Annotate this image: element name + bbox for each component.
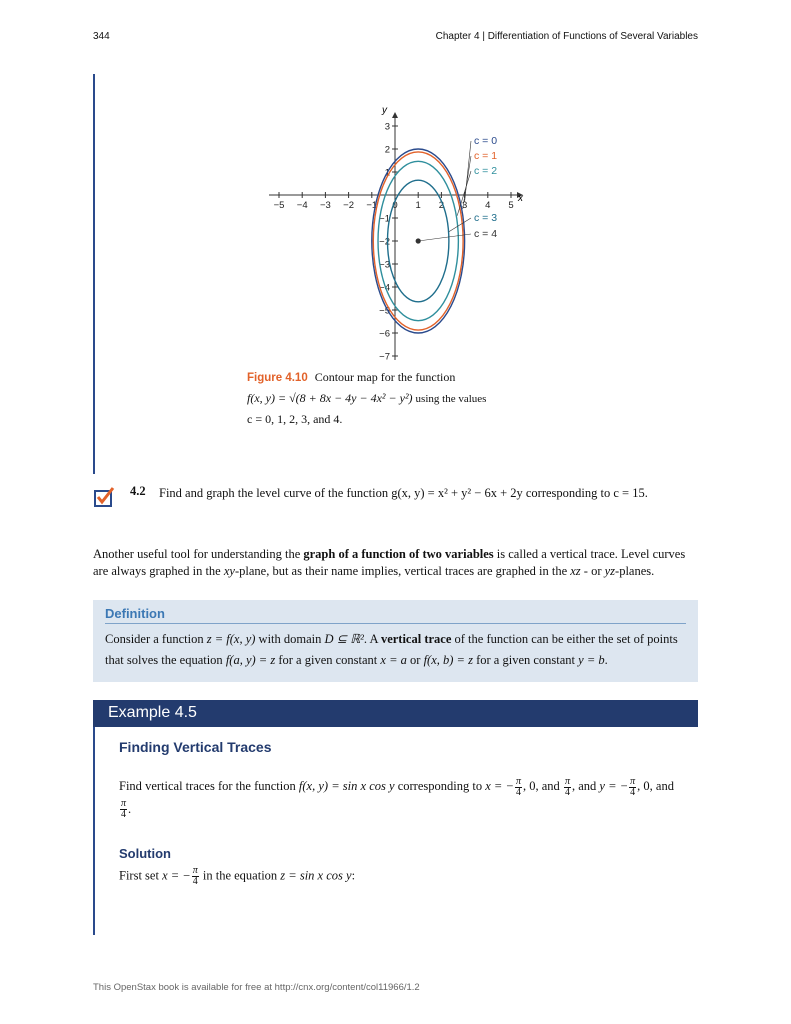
contour-label: c = 4: [474, 228, 498, 240]
y-axis-label: y: [382, 105, 387, 116]
definition-divider: [105, 623, 686, 624]
para-math: yz: [604, 564, 616, 578]
leader-line: [465, 141, 471, 202]
fraction: $\frac{\pi}{4}$: [630, 775, 636, 798]
y-tick-label: 3: [384, 121, 390, 133]
x-tick-label: 0: [392, 200, 398, 211]
def-math: f(a, y) = z: [225, 653, 276, 667]
solution-text: [119, 866, 355, 887]
para-text: is called a vertical trace. Level curves are always graphed in the: [93, 547, 686, 578]
exercise-number: 4.2: [130, 484, 146, 498]
caption-lead: Contour map for the function: [314, 370, 456, 384]
contour-label: c = 0: [474, 135, 498, 147]
y-tick-label: 2: [384, 144, 390, 156]
body-paragraph: [93, 546, 698, 580]
example-title-bar: [93, 700, 698, 727]
exercise-text: Find and graph the level curve of the function g(x, y) = x² + y² − 6x + 2y corresponding to c = 15.: [159, 486, 648, 500]
fraction: $\frac{\pi}{4}$: [192, 865, 198, 887]
para-bold-term: graph of a function of two variables: [303, 547, 494, 561]
sol-math: z = sin x cos y: [280, 868, 352, 883]
example-title: Example 4.5: [108, 704, 197, 721]
para-text: Another useful tool for understanding the: [93, 547, 304, 561]
example-sidebar-rule: [93, 727, 95, 935]
def-text: Consider a function: [105, 632, 207, 646]
x-tick-label: 3: [461, 200, 468, 211]
x-tick-label: −4: [296, 200, 308, 211]
def-text: .: [604, 653, 608, 667]
example-heading: Finding Vertical Traces: [119, 739, 272, 755]
def-math: z = f(x, y): [206, 632, 256, 646]
contour-label: c = 1: [474, 150, 498, 162]
page-number: 344: [93, 31, 110, 42]
example-problem: [119, 775, 674, 820]
contour-map-figure: [255, 100, 545, 365]
contour-label: c = 2: [474, 165, 498, 177]
leader-line: [449, 218, 471, 232]
ex-text: , 0, and: [522, 779, 563, 793]
sol-math: x = −: [162, 868, 191, 883]
def-text: of the function can be either the set of points that solves the equation: [105, 632, 678, 667]
para-text: -plane, but as their name implies, vertical traces are graphed in the: [234, 564, 571, 578]
y-tick-label: −2: [379, 236, 390, 248]
para-math: xz: [570, 564, 581, 578]
y-tick-label: −6: [379, 328, 390, 340]
para-math: xy: [223, 564, 235, 578]
ex-text: Find vertical traces for the function: [119, 779, 299, 793]
ex-text: , 0, and: [637, 779, 674, 793]
x-tick-label: 2: [438, 200, 445, 211]
y-tick-label: −4: [379, 282, 390, 294]
y-tick-label: 1: [384, 167, 390, 179]
sol-text: :: [351, 868, 356, 883]
caption-mid: using the values: [415, 393, 487, 405]
x-tick-label: −3: [319, 200, 331, 211]
figure-label: Figure 4.10: [247, 372, 308, 384]
figure-caption: [247, 367, 547, 429]
x-axis-label: x: [518, 193, 523, 204]
sol-text: in the equation: [199, 868, 281, 883]
ex-math: f(x, y) = sin x cos y: [298, 779, 395, 793]
fraction: $\frac{\pi}{4}$: [515, 775, 521, 798]
x-tick-label: 5: [508, 200, 514, 211]
ex-text: .: [128, 801, 132, 816]
checkpoint-icon: [93, 486, 115, 508]
ex-math: x = −: [485, 779, 514, 793]
y-tick-label: −1: [379, 213, 390, 225]
y-axis-arrow: [392, 112, 398, 118]
x-tick-label: 4: [485, 200, 491, 211]
contour-label: c = 3: [474, 212, 498, 224]
fraction: $\frac{\pi}{4}$: [121, 798, 127, 821]
y-tick-label: −7: [379, 351, 390, 363]
definition-box: [93, 600, 698, 682]
ex-math: y = −: [599, 779, 629, 793]
para-text: -planes.: [615, 564, 655, 578]
def-math: f(x, b) = z: [423, 653, 473, 667]
def-text: with domain: [255, 632, 325, 646]
def-text: . A: [363, 632, 381, 646]
def-math: x = a: [380, 653, 407, 667]
caption-values: c = 0, 1, 2, 3, and 4.: [247, 412, 343, 426]
def-math: D ⊆ ℝ²: [324, 632, 364, 646]
fraction: $\frac{\pi}{4}$: [564, 775, 570, 798]
x-tick-label: −2: [343, 200, 355, 211]
def-text: for a given constant: [275, 653, 381, 667]
para-text: - or: [580, 564, 605, 578]
figure-sidebar-rule: [93, 74, 95, 474]
solution-heading: Solution: [119, 846, 171, 861]
definition-title: Definition: [105, 606, 165, 621]
chapter-title: Chapter 4 | Differentiation of Functions of Several Variables: [435, 31, 698, 42]
caption-function: f(x, y) = √(8 + 8x − 4y − 4x² − y²): [247, 391, 413, 405]
x-tick-label: −1: [366, 200, 378, 211]
def-text: or: [406, 653, 424, 667]
footer-note: This OpenStax book is available for free at http://cnx.org/content/col11966/1.2: [93, 982, 420, 993]
ex-text: corresponding to: [394, 779, 486, 793]
definition-body: [105, 629, 687, 671]
ex-text: , and: [571, 779, 600, 793]
sol-text: First set: [119, 868, 163, 883]
y-tick-label: −3: [379, 259, 390, 271]
checkpoint-exercise: [93, 482, 698, 512]
def-bold-term: vertical trace: [380, 632, 452, 646]
x-tick-label: −5: [273, 200, 285, 211]
x-tick-label: 1: [415, 200, 421, 211]
y-tick-label: −5: [379, 305, 390, 317]
def-text: for a given constant: [472, 653, 579, 667]
def-math: y = b: [578, 653, 605, 667]
